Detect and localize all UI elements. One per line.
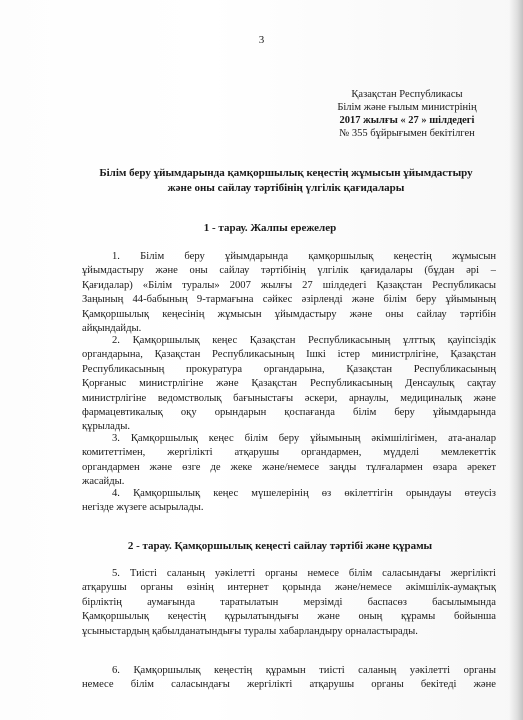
paragraph-line: айқындайды. — [82, 323, 142, 335]
section-heading: 1 - тарау. Жалпы ережелер — [203, 222, 337, 234]
approval-line: Білім және ғылым министрінің — [337, 102, 477, 113]
paragraph-line: 5. Тиісті саланың уәкілетті органы немесе білім саласындағы жергілікті — [112, 568, 496, 579]
title-line: және оны сайлау тәртібінің үлгілік қағидалары — [167, 182, 405, 194]
paragraph-line: Республикасының прокуратура органдарына, Қазақстан Республикасының — [82, 363, 496, 375]
paragraph — [82, 334, 496, 435]
paragraph-line: құрылады. — [82, 421, 131, 433]
page-edge-shadow — [509, 0, 523, 720]
page-number: 3 — [258, 34, 265, 46]
paragraph-line: бірліктің аумағында таратылатын мерзімді баспасөз басылымында — [82, 596, 496, 608]
paragraph — [82, 567, 496, 639]
paragraph-line: органдарына, Қазақстан Республикасының Ішкі істер министрлігіне, Қазақстан — [82, 349, 496, 361]
paragraph-line: ұйымдастыру және оны сайлау тәртібінің үлгілік қағидалары (бұдан әрі – — [82, 265, 496, 277]
paragraph — [82, 250, 496, 336]
approval-order-line: № 355 бұйрығымен бекітілген — [339, 128, 475, 139]
paragraph-line: Қағидалар) «Білім туралы» 2007 жылғы 27 шілдедегі Қазақстан Республикасы — [82, 279, 496, 291]
paragraph-line: Заңының 44-бабының 9-тармағына сәйкес әзірленді және білім беру ұйымының — [82, 294, 496, 306]
paragraph-line: Қамқоршылық кеңестің құрылатындығы және оның құрамы бойынша — [82, 611, 496, 623]
paragraph-line: Қорғаныс министрлігіне және Қазақстан Республикасының Денсаулық сақтау — [82, 378, 496, 390]
paragraph-line: 1. Білім беру ұйымдарында қамқоршылық кеңестің жұмысын — [112, 251, 496, 262]
paragraph — [82, 487, 496, 516]
paragraph-line: жасайды. — [82, 476, 125, 488]
paragraph-line: 4. Қамқоршылық кеңес мүшелерінің өз өкілеттігін орындауы өтеусіз — [112, 488, 496, 499]
paragraph — [82, 664, 496, 693]
paragraph-line: атқарушы органы өзінің интернет қорында және/немесе әкімшілік-аумақтық — [82, 582, 496, 594]
title-line: Білім беру ұйымдарында қамқоршылық кеңестің жұмысын ұйымдастыру — [99, 167, 473, 179]
paragraph-line: немесе білім саласындағы жергілікті атқарушы органы бекітеді және — [82, 679, 496, 691]
approval-stamp-block — [322, 88, 492, 140]
approval-line: Қазақстан Республикасы — [351, 89, 463, 100]
paragraph-line: 3. Қамқоршылық кеңес білім беру ұйымының әкімшілігімен, ата-аналар — [112, 433, 496, 444]
paragraph-line: негізде жүзеге асырылады. — [82, 502, 204, 514]
paragraph-line: органдармен және өзге де жеке және/немесе заңды тұлғалармен өзара әрекет — [82, 461, 496, 473]
paragraph-line: Қамқоршылық кеңесінің жұмысын ұйымдастыру және оны сайлау тәртібін — [82, 308, 496, 320]
paragraph-line: ұсыныстардың қабылданатындығы туралы хабарландыру орналастырады. — [82, 625, 418, 637]
paragraph-line: фармацевтикалық оқу орындарын қоспағанда білім беру ұйымдарында — [82, 407, 496, 419]
approval-date-line: 2017 жылғы « 27 » шілдедегі — [339, 115, 475, 126]
paragraph — [82, 432, 496, 490]
paragraph-line: 6. Қамқоршылық кеңестің құрамын тиісті саланың уәкілетті органы — [112, 665, 496, 676]
paragraph-line: 2. Қамқоршылық кеңес Қазақстан Республикасының ұлттық қауіпсіздік — [112, 335, 496, 346]
section-heading: 2 - тарау. Қамқоршылық кеңесті сайлау тәртібі және құрамы — [127, 540, 433, 552]
document-title — [66, 166, 506, 196]
paragraph-line: комитеттімен, жергілікті атқарушы органдармен, мүдделі мемлекеттік — [82, 447, 496, 459]
paragraph-line: министрлігіне ведомстволық бағыныстағы әскери, арнаулы, медициналық және — [82, 392, 496, 404]
